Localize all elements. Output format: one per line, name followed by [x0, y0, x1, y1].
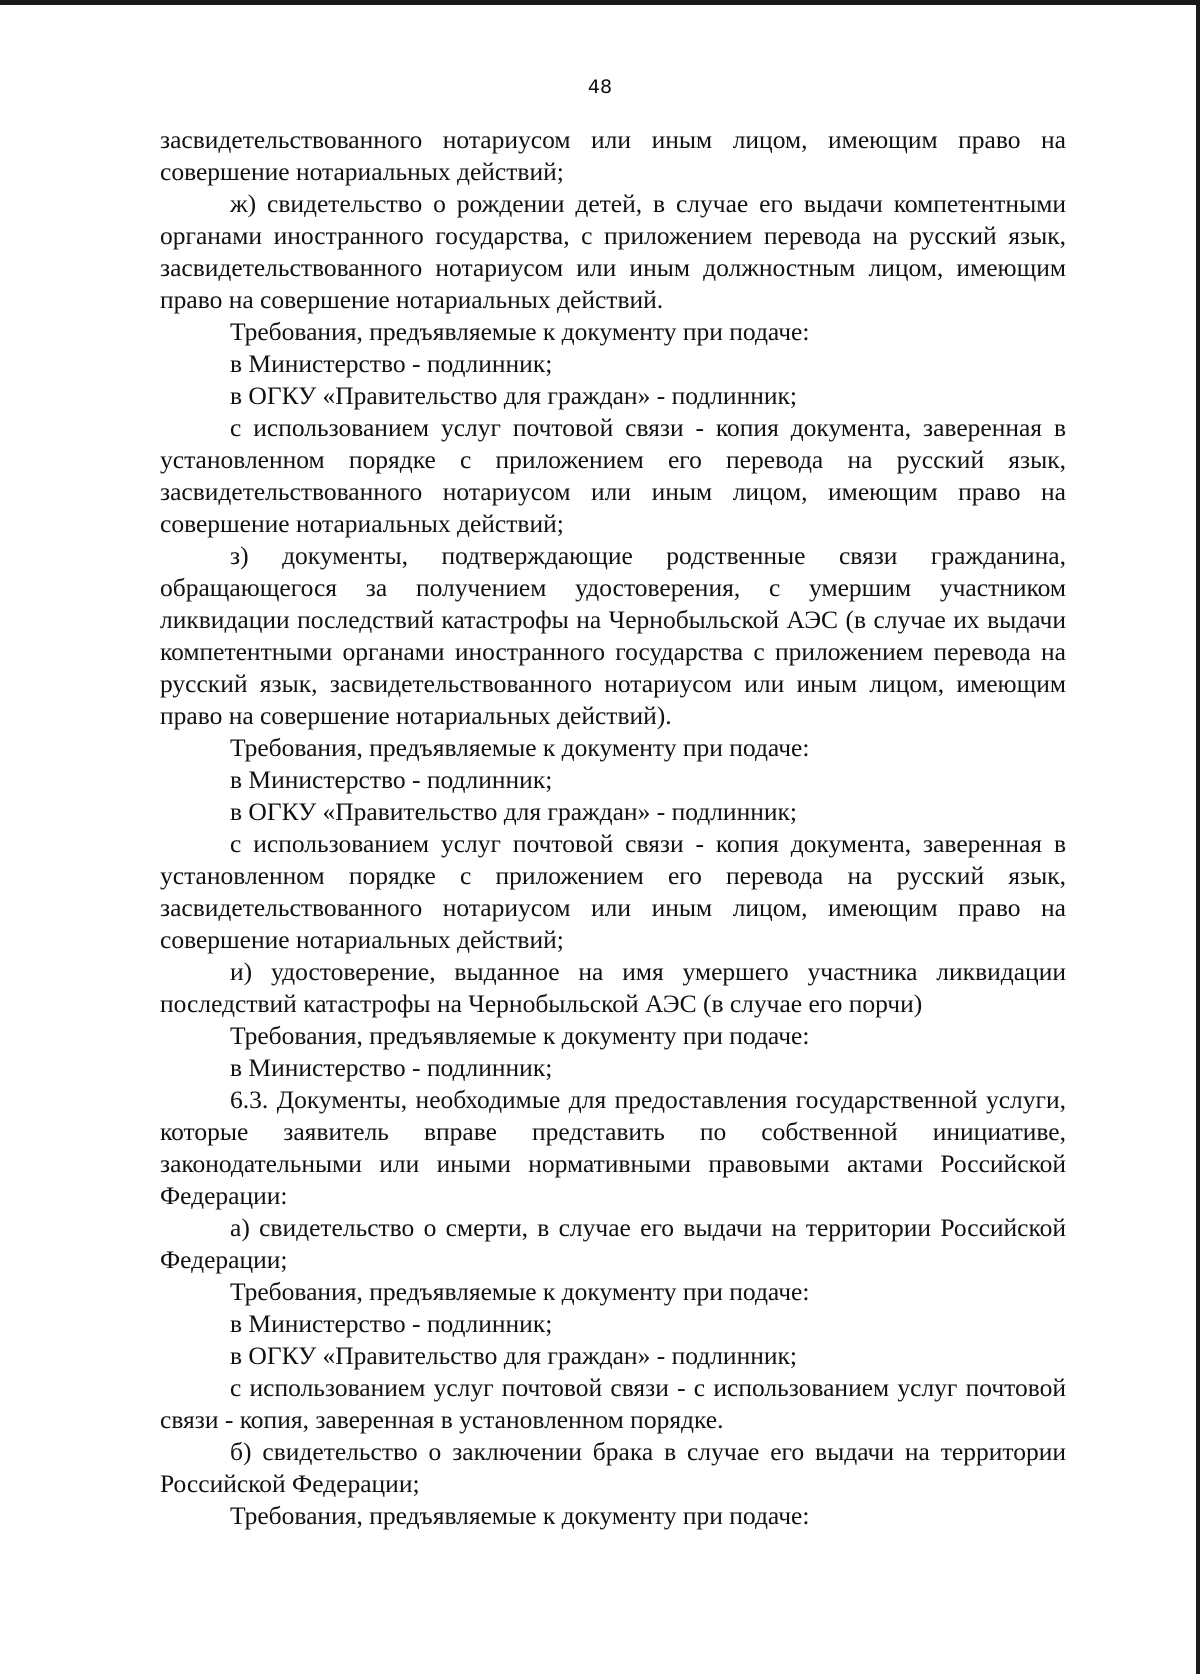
paragraph: и) удостоверение, выданное на имя умершего участника ликвидации последствий катастрофы на Чернобыльской АЭС (в случае его порчи) [160, 957, 1066, 1018]
paragraph: в ОГКУ «Правительство для граждан» - подлинник; [230, 1341, 797, 1370]
paragraph: з) документы, подтверждающие родственные связи гражданина, обращающегося за получением удостоверения, с умершим участником ликвидации последствий катастрофы на Чернобыльской АЭС (в случае их выдачи компетентными органами иностранного государства с приложением перевода на русский язык, засвидетельствованного нотариусом или иным лицом, имеющим право на совершение нотариальных действий). [160, 541, 1066, 730]
paragraph: Требования, предъявляемые к документу при подаче: [230, 1277, 810, 1306]
paragraph: ж) свидетельство о рождении детей, в случае его выдачи компетентными органами иностранного государства, с приложением перевода на русский язык, засвидетельствованного нотариусом или иным должностным лицом, имеющим право на совершение нотариальных действий. [160, 189, 1066, 314]
paragraph: б) свидетельство о заключении брака в случае его выдачи на территории Российской Федерации; [160, 1437, 1066, 1498]
paragraph: в Министерство - подлинник; [230, 1053, 553, 1082]
paragraph: в Министерство - подлинник; [230, 1309, 553, 1338]
paragraph: 6.3. Документы, необходимые для предоставления государственной услуги, которые заявитель вправе представить по собственной инициативе, законодательными или иными нормативными правовыми актами Российской Федерации: [160, 1085, 1066, 1210]
paragraph: засвидетельствованного нотариусом или иным лицом, имеющим право на совершение нотариальных действий; [160, 125, 1066, 186]
paragraph: а) свидетельство о смерти, в случае его выдачи на территории Российской Федерации; [160, 1213, 1066, 1274]
paragraph: Требования, предъявляемые к документу при подаче: [230, 1501, 810, 1530]
paragraph: с использованием услуг почтовой связи - копия документа, заверенная в установленном порядке с приложением его перевода на русский язык, засвидетельствованного нотариусом или иным лицом, имеющим право на совершение нотариальных действий; [160, 829, 1066, 954]
page-number: 48 [587, 76, 613, 98]
paragraph: с использованием услуг почтовой связи - копия документа, заверенная в установленном порядке с приложением его перевода на русский язык, засвидетельствованного нотариусом или иным лицом, имеющим право на совершение нотариальных действий; [160, 413, 1066, 538]
paragraph: Требования, предъявляемые к документу при подаче: [230, 733, 810, 762]
scan-top-edge [0, 0, 1200, 5]
paragraph: Требования, предъявляемые к документу при подаче: [230, 317, 810, 346]
paragraph: Требования, предъявляемые к документу при подаче: [230, 1021, 810, 1050]
paragraph: с использованием услуг почтовой связи - с использованием услуг почтовой связи - копия, заверенная в установленном порядке. [160, 1373, 1066, 1434]
document-body [160, 124, 1066, 1532]
paragraph: в Министерство - подлинник; [230, 349, 553, 378]
paragraph: в ОГКУ «Правительство для граждан» - подлинник; [230, 797, 797, 826]
scan-right-edge [1196, 0, 1200, 1674]
paragraph: в Министерство - подлинник; [230, 765, 553, 794]
paragraph: в ОГКУ «Правительство для граждан» - подлинник; [230, 381, 797, 410]
